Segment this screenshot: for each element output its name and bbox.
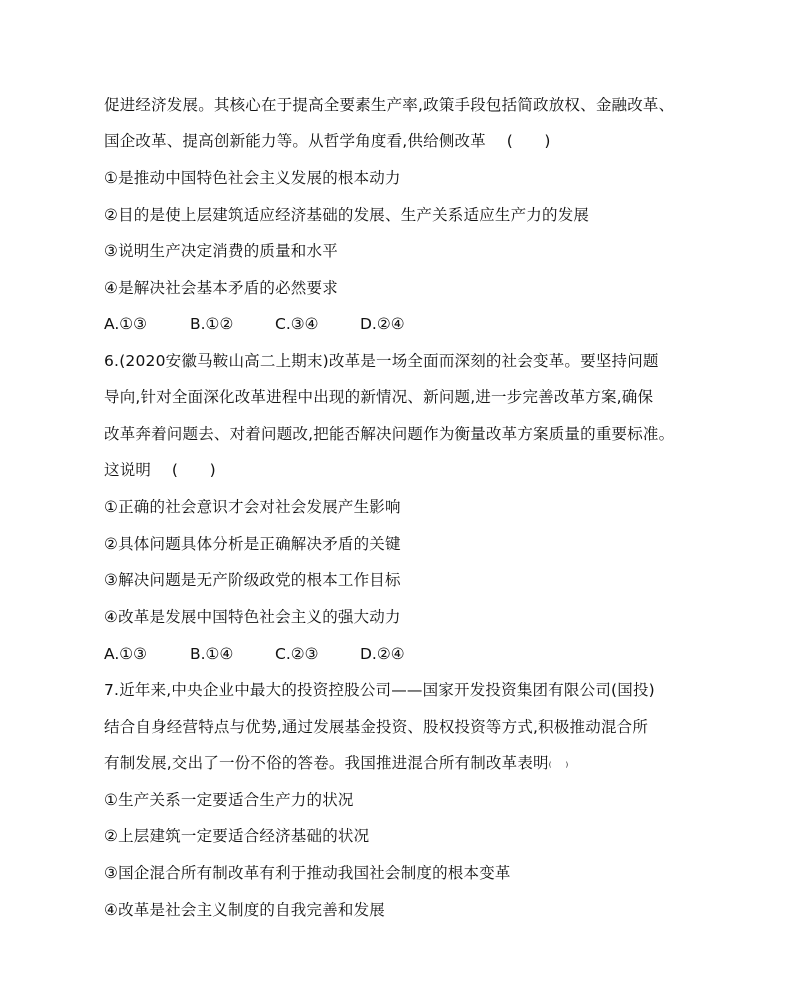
q7-stem-line-3 xyxy=(104,753,568,775)
q6-option-a: A.①③ xyxy=(104,645,148,663)
q7-item-3: ③国企混合所有制改革有利于推动我国社会制度的根本变革 xyxy=(104,864,511,882)
q6-item-3: ③解决问题是无产阶级政党的根本工作目标 xyxy=(104,571,401,589)
q7-item-4: ④改革是社会主义制度的自我完善和发展 xyxy=(104,901,385,919)
q5-option-a: A.①③ xyxy=(104,315,148,333)
q5-stem-line-1: 促进经济发展。其核心在于提高全要素生产率,政策手段包括简政放权、金融改革、 xyxy=(104,96,675,114)
q7-item-1: ①生产关系一定要适合生产力的状况 xyxy=(104,791,354,809)
q6-stem-line-2: 导向,针对全面深化改革进程中出现的新情况、新问题,进一步完善改革方案,确保 xyxy=(104,388,654,406)
q7-answer-bracket: ( ) xyxy=(548,761,569,769)
q5-item-1: ①是推动中国特色社会主义发展的根本动力 xyxy=(104,169,401,187)
q7-stem-line-2: 结合自身经营特点与优势,通过发展基金投资、股权投资等方式,积极推动混合所 xyxy=(104,718,649,736)
q6-option-d: D.②④ xyxy=(360,645,405,663)
q5-option-b: B.①② xyxy=(190,315,234,333)
q6-option-b: B.①④ xyxy=(190,645,234,663)
q5-stem-line-2: 国企改革、提高创新能力等。从哲学角度看,供给侧改革 ( ) xyxy=(104,132,551,150)
q5-item-2: ②目的是使上层建筑适应经济基础的发展、生产关系适应生产力的发展 xyxy=(104,206,590,224)
q5-option-c: C.③④ xyxy=(275,315,319,333)
q6-stem-line-4: 这说明 ( ) xyxy=(104,461,216,479)
q7-item-2: ②上层建筑一定要适合经济基础的状况 xyxy=(104,827,370,845)
q6-item-4: ④改革是发展中国特色社会主义的强大动力 xyxy=(104,608,401,626)
q5-option-d: D.②④ xyxy=(360,315,405,333)
q6-stem-line-3: 改革奔着问题去、对着问题改,把能否解决问题作为衡量改革方案质量的重要标准。 xyxy=(104,425,675,443)
q5-item-3: ③说明生产决定消费的质量和水平 xyxy=(104,242,338,260)
q6-option-c: C.②③ xyxy=(275,645,319,663)
q6-item-2: ②具体问题具体分析是正确解决矛盾的关键 xyxy=(104,535,401,553)
q7-stem-line-1: 7.近年来,中央企业中最大的投资控股公司——国家开发投资集团有限公司(国投) xyxy=(104,681,655,699)
q7-stem-line-3-text: 有制发展,交出了一份不俗的答卷。我国推进混合所有制改革表明 xyxy=(104,754,549,772)
q5-item-4: ④是解决社会基本矛盾的必然要求 xyxy=(104,279,338,297)
q6-stem-line-1: 6.(2020安徽马鞍山高二上期末)改革是一场全面而深刻的社会变革。要坚持问题 xyxy=(104,352,659,370)
q6-item-1: ①正确的社会意识才会对社会发展产生影响 xyxy=(104,498,401,516)
